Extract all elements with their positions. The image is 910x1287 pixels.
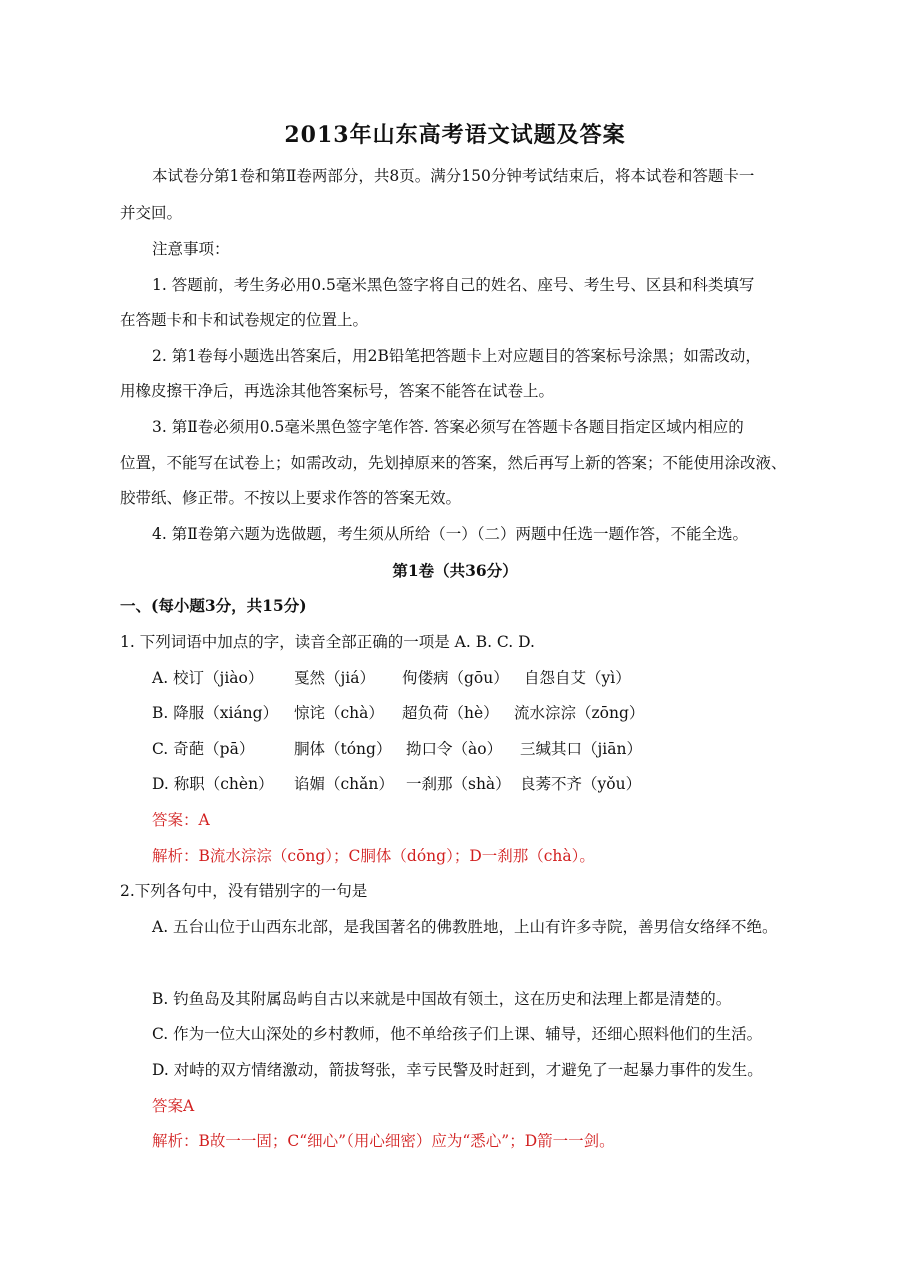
q2-option-c: C. 作为一位大山深处的乡村教师，他不单给孩子们上课、辅导，还细心照料他们的生活。	[152, 1025, 763, 1043]
notice-item-3-line-2: 位置，不能写在试卷上；如需改动，先划掉原来的答案，然后再写上新的答案；不能使用涂改液、	[120, 454, 787, 472]
q1-a-word-3: 佝偻病（gōu）	[402, 669, 509, 687]
q1-option-c	[152, 739, 642, 759]
notice-heading: 注意事项：	[152, 240, 230, 258]
q1-c-word-4: 三缄其口（jiān）	[520, 740, 642, 758]
q1-d-word-4: 良莠不齐（yǒu）	[520, 775, 642, 793]
notice-item-4: 4. 第Ⅱ卷第六题为选做题，考生须从所给（一）（二）两题中任选一题作答，不能全选。	[152, 525, 749, 543]
q1-c-word-2: 胴体（tóng）	[294, 740, 392, 758]
q1-b-word-2: 惊诧（chà）	[294, 704, 384, 722]
q1-d-word-2: 谄媚（chǎn）	[294, 775, 394, 793]
q1-a-word-1: A. 校订（jiào）	[152, 669, 264, 687]
notice-item-1-line-1: 1. 答题前，考生务必用0.5毫米黑色签字将自己的姓名、座号、考生号、区县和科类填写	[152, 276, 755, 294]
part-1-heading: 一、(每小题3分，共15分)	[120, 596, 307, 615]
notice-item-2-line-1: 2. 第1卷每小题选出答案后，用2B铅笔把答题卡上对应题目的答案标号涂黑；如需改动，	[152, 347, 761, 365]
q1-b-word-1: B. 降服（xiáng）	[152, 704, 279, 722]
q1-c-word-3: 拗口令（ào）	[406, 740, 503, 758]
notice-item-3-line-3: 胶带纸、修正带。不按以上要求作答的答案无效。	[120, 489, 462, 507]
q2-analysis: 解析：B故一一固；C“细心”（用心细密）应为“悉心”；D箭一一剑。	[152, 1132, 615, 1150]
q2-stem: 2.下列各句中，没有错别字的一句是	[120, 882, 368, 900]
q1-a-word-2: 戛然（jiá）	[294, 669, 376, 687]
q2-option-d: D. 对峙的双方情绪激动，箭拔弩张，幸亏民警及时赶到，才避免了一起暴力事件的发生。	[152, 1061, 763, 1079]
q1-d-word-3: 一刹那（shà）	[406, 775, 511, 793]
q1-b-word-4: 流水淙淙（zōng）	[514, 704, 645, 722]
q1-stem: 1. 下列词语中加点的字，读音全部正确的一项是 A. B. C. D.	[120, 633, 535, 651]
q1-analysis: 解析：B流水淙淙（cōng）；C胴体（dóng）；D一刹那（chà）。	[152, 847, 595, 865]
section-1-heading: 第1卷（共36分）	[392, 561, 518, 580]
q2-option-a: A. 五台山位于山西东北部，是我国著名的佛教胜地，上山有许多寺院，善男信女络绎不绝。	[152, 918, 778, 936]
notice-item-2-line-2: 用橡皮擦干净后，再选涂其他答案标号，答案不能答在试卷上。	[120, 382, 555, 400]
q2-answer: 答案A	[152, 1097, 195, 1115]
q1-b-word-3: 超负荷（hè）	[402, 704, 499, 722]
q1-option-d	[152, 774, 641, 794]
notice-item-3-line-1: 3. 第Ⅱ卷必须用0.5毫米黑色签字笔作答. 答案必须写在答题卡各题目指定区域内相应的	[152, 418, 744, 436]
intro-line-2: 并交回。	[120, 204, 183, 222]
intro-line-1: 本试卷分第1卷和第Ⅱ卷两部分，共8页。满分150分钟考试结束后，将本试卷和答题卡一	[152, 167, 755, 185]
q1-option-a	[152, 668, 631, 688]
q1-a-word-4: 自怨自艾（yì）	[524, 669, 631, 687]
notice-item-1-line-2: 在答题卡和卡和试卷规定的位置上。	[120, 311, 369, 329]
q1-answer: 答案：A	[152, 811, 210, 829]
q1-c-word-1: C. 奇葩（pā）	[152, 740, 255, 758]
document-title: 2013年山东高考语文试题及答案	[284, 122, 626, 148]
q2-option-b: B. 钓鱼岛及其附属岛屿自古以来就是中国故有领土，这在历史和法理上都是清楚的。	[152, 990, 732, 1008]
q1-option-b	[152, 703, 644, 723]
q1-d-word-1: D. 称职（chèn）	[152, 775, 274, 793]
